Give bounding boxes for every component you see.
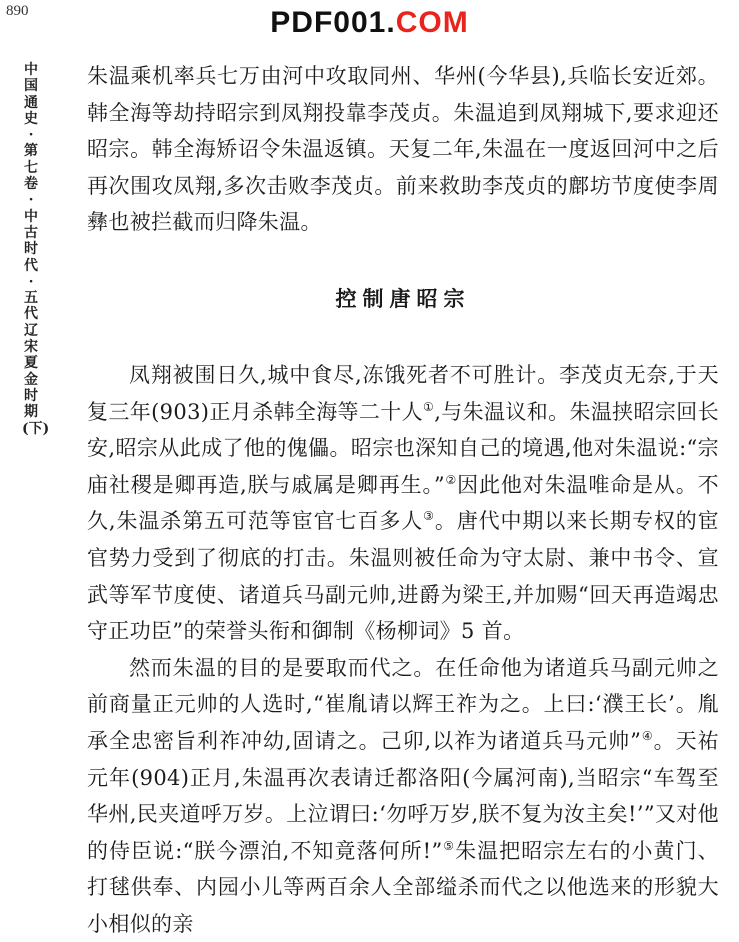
footnote-marker: ①: [423, 399, 435, 414]
text-run: 。天祐元年(904)正月,朱温再次表请迁都洛阳(今属河南),当昭宗“车驾至华州,民夹道呼万岁。上泣谓曰:‘勿呼万岁,朕不复为汝主矣!’”又对他的侍臣说:“朕今漂泊,不知竟落何所!”: [87, 728, 719, 863]
text-run: 朱温把昭宗左右的小黄门、打毬供奉、内园小儿等两百余人全部缢杀而代之以他选来的形貌大小相似的亲: [87, 838, 720, 936]
page-number: 890: [6, 3, 29, 19]
text-run: 因此他对朱温唯命是从。不久,朱温杀第五可范等宦官七百多人: [87, 472, 719, 534]
footnote-marker: ⑤: [442, 838, 456, 853]
paragraph: [87, 357, 719, 650]
section-heading: 控制唐昭宗: [335, 285, 471, 311]
text-run: ,与朱温议和。朱温挟昭宗回长安,昭宗从此成了他的傀儡。昭宗也深知自己的境遇,他对朱温说:“宗庙社稷是卿再造,朕与戚属是卿再生。”: [87, 399, 720, 497]
text-run: 。唐代中期以来长期专权的宦官势力受到了彻底的打击。朱温则被任命为守太尉、兼中书令、宣武等军节度使、诸道兵马副元帅,进爵为梁王,并加赐“回天再造竭忠守正功臣”的荣誉头衔和御制《杨柳词》5 首。: [87, 509, 720, 644]
text-run: 朱温乘机率兵七万由河中攻取同州、华州(今华县),兵临长安近郊。韩全海等劫持昭宗到凤翔投靠李茂贞。朱温追到凤翔城下,要求迎还昭宗。韩全海矫诏令朱温返镇。天复二年,朱温在一度返回河中之后再次围攻凤翔,多次击败李茂贞。前来救助李茂贞的鄜坊节度使李周彝也被拦截而归降朱温。: [87, 64, 719, 235]
watermark-accent-text: COM: [395, 6, 469, 39]
paragraph: [87, 58, 719, 241]
footnote-marker: ④: [641, 728, 654, 743]
paragraph: [87, 650, 719, 942]
footnote-marker: ③: [423, 509, 435, 524]
watermark-logo: [0, 5, 739, 41]
running-head: 中国通史·第七卷·中古时代·五代辽宋夏金时期(下): [22, 62, 50, 437]
watermark-main-text: PDF001.: [270, 6, 396, 39]
text-run: 然而朱温的目的是要取而代之。在任命他为诸道兵马副元帅之前商量正元帅的人选时,“崔胤请以辉王祚为之。上曰:‘濮王长’。胤承全忠密旨利祚冲幼,固请之。己卯,以祚为诸道兵马元帅”: [87, 655, 719, 753]
text-run: 凤翔被围日久,城中食尽,冻饿死者不可胜计。李茂贞无奈,于天复三年(903)正月杀韩全海等二十人: [87, 362, 719, 424]
body-text: [87, 58, 719, 942]
footnote-marker: ②: [444, 472, 458, 487]
